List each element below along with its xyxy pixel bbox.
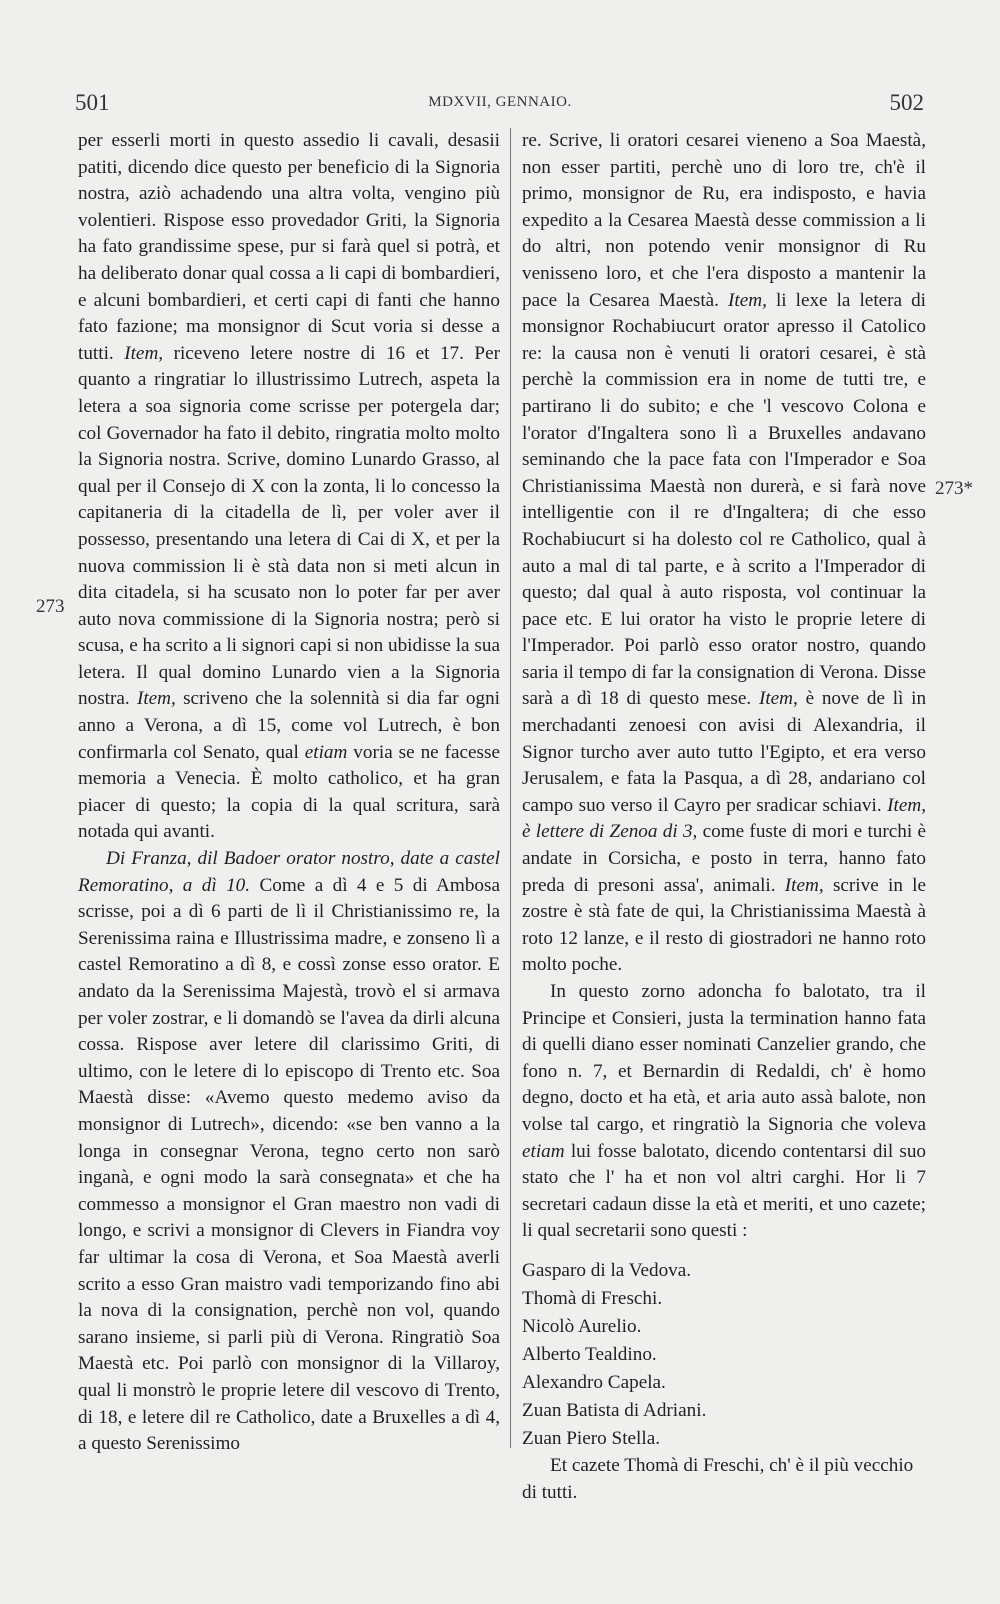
column-divider (510, 128, 511, 1448)
list-item: Gasparo di la Vedova. (522, 1259, 692, 1281)
right-column (522, 128, 926, 1506)
right-paragraph-2: In questo zorno adoncha fo balotato, tra il Principe et Consieri, justa la termination hanno fata di quelli diano esser nominati Canzelier grando, che fono n. 7, et Bernardin di Redaldi, ch' è homo degno, docto et ha età, et aria auto assà balote, non volse tal cargo, et ringratiò la Signoria che voleva etiam lui fosse balotato, dicendo contentarsi dil suo stato che l' ha et non vol altri carghi. Hor li 7 secretari cadaun disse la età et meriti, et uno cazete; li qual secretarii sono questi : (522, 981, 927, 1242)
page-header (0, 84, 1000, 124)
list-item: Thomà di Freschi. (522, 1287, 663, 1309)
secretaries-list (522, 1257, 926, 1453)
closing-paragraph: Et cazete Thomà di Freschi, ch' è il più vecchio di tutti. (522, 1454, 914, 1503)
list-item: Alexandro Capela. (522, 1371, 666, 1393)
right-page-number: 502 (889, 90, 924, 115)
margin-note-left: 273 (36, 596, 65, 617)
left-page-number: 501 (75, 90, 110, 115)
list-item: Nicolò Aurelio. (522, 1315, 642, 1337)
left-paragraph-1: per esserli morti in questo assedio li cavali, desasii patiti, dicendo dice questo per beneficio di la Signoria nostra, aziò achadendo una altra volta, vengino più volentieri. Rispose esso provedador Griti, la Signoria ha fato grandissime spese, pur si farà quel si potrà, et ha deliberato donar qual cossa a li capi di bombardieri, e alcuni bombardieri, et certi capi di fanti che hanno fato fazione; ma monsignor di Scut voria si desse a tutti. Item, riceveno letere nostre di 16 et 17. Per quanto a ringratiar lo illustrissimo Lutrech, aspeta la letera a soa signoria come scrisse per potergela dar; col Governador ha fato il debito, ringratia molto molto la Signoria nostra. Scrive, domino Lunardo Grasso, al qual per il Consejo di X con la zonta, li lo concesso la capitaneria di la citadella de lì, per voler aver il possesso, presentando una letera di Cai di X, et per la nuova commission li è stà data non si meti alcun in dita citadela, si ha scusato non lo poter far per aver auto nova commissione di la Signoria nostra; però si scusa, e ha scrito a li signori capi si non ubidisse la sua letera. Il qual domino Lunardo vien a la Signoria nostra. Item, scriveno che la solennità si dia far ogni anno a Verona, a dì 15, come vol Lutrech, è bon confirmarla col Senato, qual etiam voria se ne facesse memoria a Venecia. È molto catholico, et ha gran piacer di questo; la copia di la qual scritura, sarà notada qui avanti. (78, 130, 501, 843)
margin-note-right: 273* (935, 478, 973, 499)
list-item: Zuan Batista di Adriani. (522, 1399, 707, 1421)
right-paragraph-1: re. Scrive, li oratori cesarei vieneno a Soa Maestà, non esser partiti, perchè uno di loro tre, ch'è il primo, monsignor de Ru, era indisposto, e havia expedito a la Cesarea Maestà desse commission a li do altri, non potendo venir monsignor di Ru venisseno loro, et che l'era disposto a mantenir la pace la Cesarea Maestà. Item, li lexe la letera di monsignor Rochabiucurt orator apresso il Catolico re: la causa non è venuti li oratori cesarei, è stà perchè la commission era in nome de tutti tre, e partirano li do subito; e che 'l vescovo Colona e l'orator d'Ingaltera sono lì a Bruxelles andavano seminando che la pace fata con l'Imperador e Soa Christianissima Maestà non durerà, e si farà nove intelligentie con il re d'Ingaltera; di che esso Rochabiucurt si ha dolesto col re Catholico, qual à auto a mal di tal parte, e à scrito a l'Imperador di questo; dal qual à auto risposta, vol continuar la pace etc. E lui orator ha visto le proprie letere di l'Imperador. Poi parlò esso orator nostro, quando saria il tempo di far la consignation di Verona. Disse sarà a dì 18 di questo mese. Item, è nove de lì in merchadanti zenoesi con avisi di Alexandria, il Signor turcho aver auto tutto l'Egipto, et era verso Jerusalem, e fata la Pasqua, a dì 28, andariano col campo suo verso il Cayro per sradicar schiavi. Item, è lettere di Zenoa di 3, come fuste di mori e turchi è andate in Corsicha, e posto in terra, hanno fato preda di presoni assa', animali. Item, scrive in le zostre è stà fate de qui, la Christianissima Maestà à roto 12 lanze, e il resto di giostradori ne hanno roto molto poche. (522, 130, 927, 976)
left-paragraph-2: Di Franza, dil Badoer orator nostro, date a castel Remoratino, a dì 10. Come a dì 4 e 5 di Ambosa scrisse, poi a dì 6 parti de lì il Christianissimo re, la Serenissima raina e Illustrissima madre, e zonseno lì a castel Remoratino a dì 8, e cossì zonse esso orator. E andato da la Serenissima Majestà, trovò el si armava per voler zostrar, e li domandò se l'avea da dirli alcuna cossa. Rispose aver letere dil clarissimo Griti, di ultimo, con le letere di lo episcopo di Trento etc. Soa Maestà disse: «Avemo questo medemo aviso da monsignor di Lutrech», dicendo: «se ben vanno a la longa in consegnar Verona, tegno certo non sarò inganà, e ogni modo la sarà consegnata» et che ha commesso a monsignor el Gran maestro non vadi di longo, e scrivi a monsignor di Clevers in Fiandra voy far ultimar la cosa di Verona, et Soa Maestà averli scrito a esso Gran maistro vadi temporizando fino abi la nova di la consignation, perchè non vol, quando sarano insieme, si parli più di Verona. Ringratiò Soa Maestà etc. Poi parlò con monsignor di la Villaroy, qual li monstrò le proprie letere dil vescovo di Trento, di 18, e letere dil re Catholico, date a Bruxelles a dì 4, a questo Serenissimo (78, 848, 500, 1455)
list-item: Zuan Piero Stella. (522, 1427, 661, 1449)
list-item: Alberto Tealdino. (522, 1343, 657, 1365)
section-heading-franza: Di Franza, dil Badoer orator nostro, date a castel Remoratino, a dì 10. (78, 848, 500, 896)
running-title: MDXVII, GENNAIO. (428, 94, 572, 110)
left-column (78, 128, 500, 1458)
